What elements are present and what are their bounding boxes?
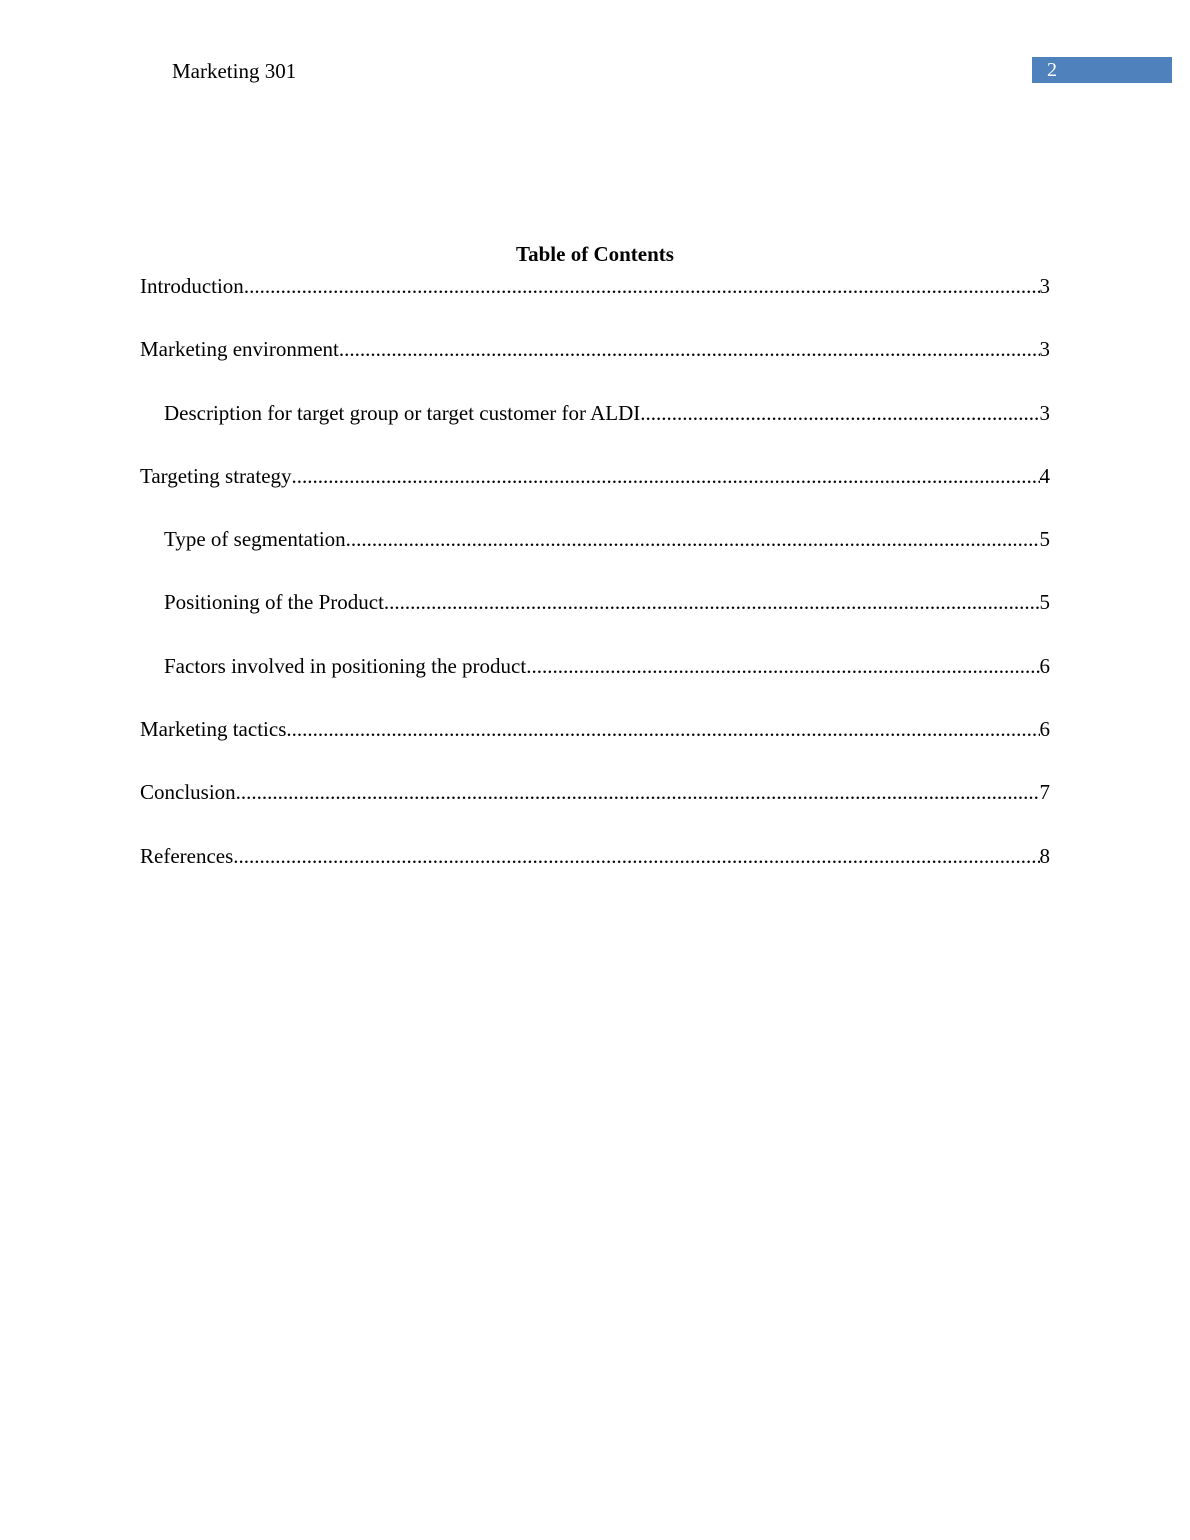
- toc-dot-leader: [286, 714, 1039, 744]
- toc-entry-references[interactable]: [140, 841, 1050, 904]
- toc-entry-page: 4: [1039, 463, 1050, 488]
- toc-entry-label: Marketing environment: [140, 337, 339, 362]
- toc-dot-leader: [292, 461, 1040, 491]
- toc-entry-page: 7: [1039, 780, 1050, 805]
- table-of-contents: [140, 271, 1050, 904]
- toc-entry-page: 3: [1039, 337, 1050, 362]
- toc-entry-page: 6: [1039, 717, 1050, 742]
- toc-dot-leader: [244, 271, 1040, 301]
- toc-dot-leader: [346, 524, 1040, 554]
- toc-entry-label: References: [140, 843, 234, 868]
- toc-entry-marketing-environment[interactable]: [140, 334, 1050, 397]
- toc-dot-leader: [339, 334, 1040, 364]
- toc-entry-page: 3: [1039, 274, 1050, 298]
- toc-entry-introduction[interactable]: [140, 271, 1050, 334]
- toc-entry-label: Description for target group or target customer for ALDI: [164, 400, 641, 425]
- toc-dot-leader: [640, 398, 1039, 428]
- toc-entry-page: 8: [1039, 843, 1050, 868]
- header-title: Marketing 301: [172, 59, 297, 83]
- toc-entry-positioning-factors[interactable]: [140, 651, 1050, 714]
- toc-dot-leader: [233, 841, 1039, 871]
- toc-entry-positioning-of-product[interactable]: [140, 587, 1050, 650]
- toc-entry-label: Marketing tactics: [140, 717, 287, 742]
- toc-dot-leader: [526, 651, 1039, 681]
- toc-entry-label: Introduction: [140, 274, 244, 298]
- toc-entry-target-group-description[interactable]: [140, 398, 1050, 461]
- toc-dot-leader: [236, 777, 1040, 807]
- toc-entry-page: 5: [1039, 527, 1050, 552]
- page-number-badge: [1032, 57, 1172, 83]
- toc-entry-type-of-segmentation[interactable]: [140, 524, 1050, 587]
- toc-entry-label: Positioning of the Product: [164, 590, 384, 615]
- toc-entry-marketing-tactics[interactable]: [140, 714, 1050, 777]
- toc-entry-page: 6: [1039, 653, 1050, 678]
- toc-entry-conclusion[interactable]: [140, 777, 1050, 840]
- toc-entry-page: 5: [1039, 590, 1050, 615]
- toc-heading: Table of Contents: [516, 242, 674, 266]
- toc-entry-label: Targeting strategy: [140, 463, 292, 488]
- page-number: 2: [1047, 59, 1057, 81]
- toc-entry-label: Factors involved in positioning the product: [164, 653, 527, 678]
- toc-entry-label: Type of segmentation: [164, 527, 346, 552]
- toc-dot-leader: [384, 587, 1040, 617]
- toc-entry-page: 3: [1039, 400, 1050, 425]
- toc-entry-label: Conclusion: [140, 780, 236, 805]
- toc-entry-targeting-strategy[interactable]: [140, 461, 1050, 524]
